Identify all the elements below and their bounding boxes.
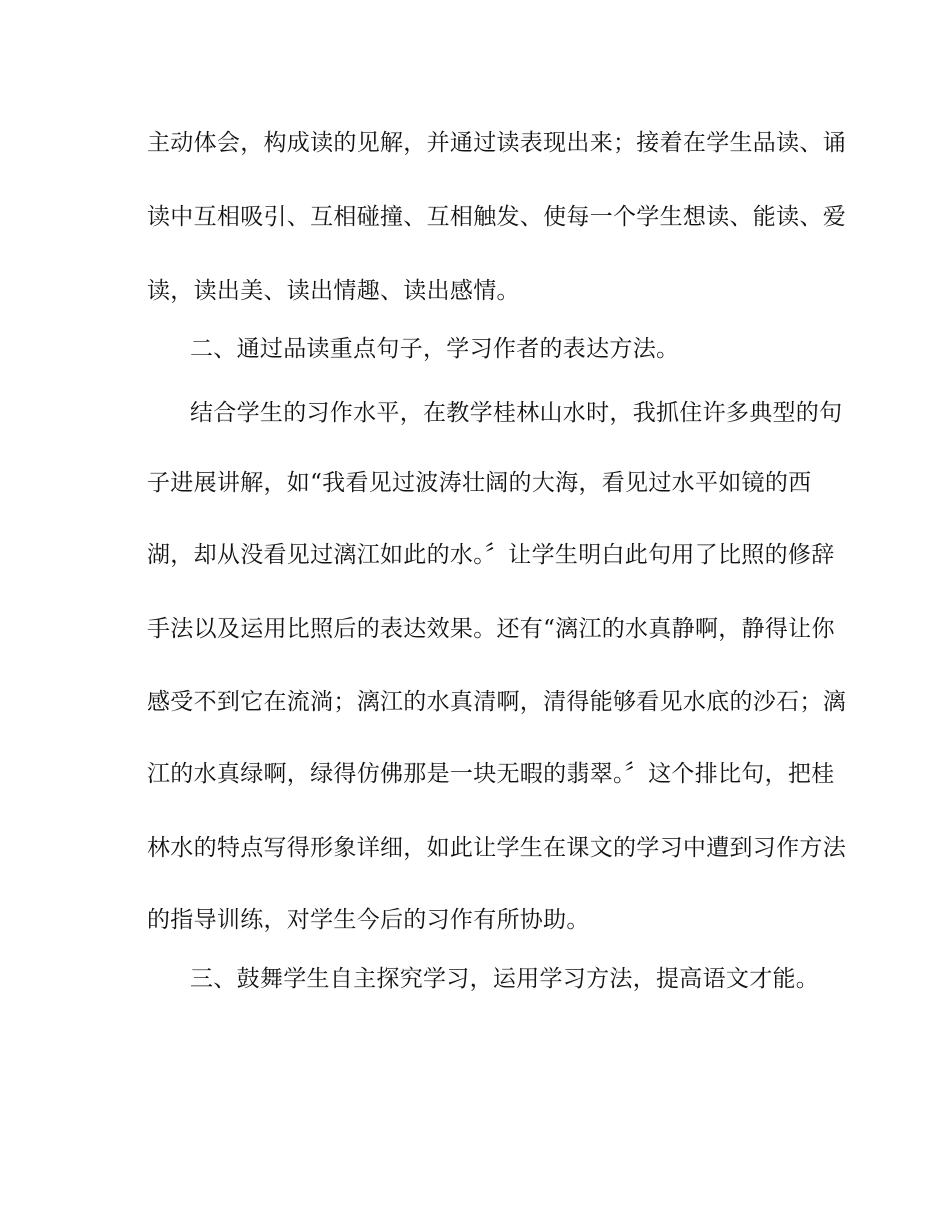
text-line: 主动体会，构成读的见解，并通过读表现出来；接着在学生品读、诵 <box>147 130 846 156</box>
text-line: 结合学生的习作水平，在教学桂林山水时，我抓住许多典型的句 <box>190 400 843 426</box>
text-line: 江的水真绿啊，绿得仿佛那是一块无暇的翡翠。〞这个排比句，把桂 <box>147 761 835 787</box>
text-line: 湖，却从没看见过漓江如此的水。〞让学生明白此句用了比照的修辞 <box>147 542 835 568</box>
text-line: 读，读出美、读出情趣、读出感情。 <box>147 278 520 304</box>
section-heading: 二、通过品读重点句子，学习作者的表达方法。 <box>190 336 680 362</box>
section-heading: 三、鼓舞学生自主探究学习，运用学习方法，提高语文才能。 <box>190 966 820 992</box>
text-line: 感受不到它在流淌；漓江的水真清啊，清得能够看见水底的沙石；漓 <box>147 689 846 715</box>
text-line: 子进展讲解，如“我看见过波涛壮阔的大海，看见过水平如镜的西 <box>147 470 812 496</box>
text-line: 手法以及运用比照后的表达效果。还有“漓江的水真静啊，静得让你 <box>147 616 835 642</box>
text-line: 的指导训练，对学生今后的习作有所协助。 <box>147 907 590 933</box>
text-line: 读中互相吸引、互相碰撞、互相触发、使每一个学生想读、能读、爱 <box>147 204 846 230</box>
text-line: 林水的特点写得形象详细，如此让学生在课文的学习中遭到习作方法 <box>147 835 846 861</box>
